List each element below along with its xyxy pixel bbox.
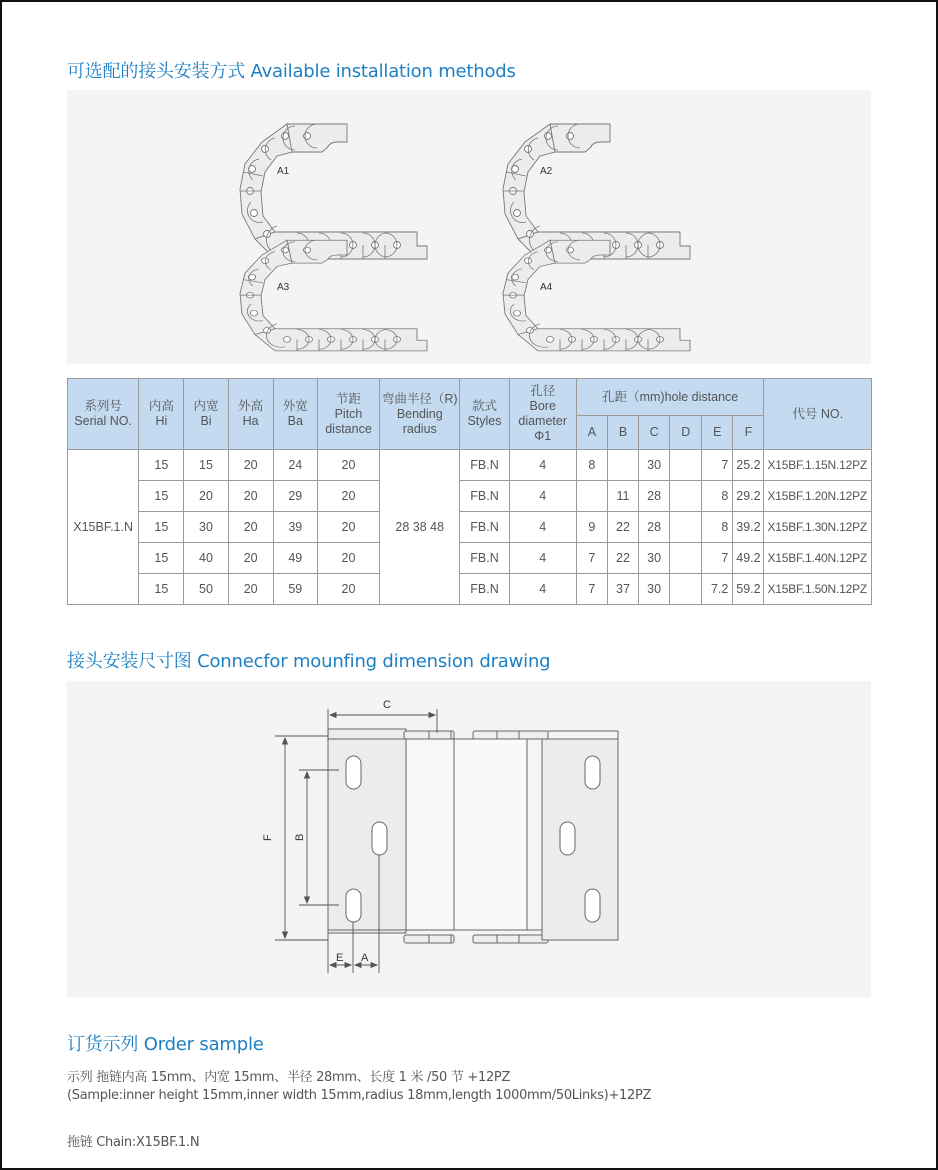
header-ha: 外高 Ha [228, 379, 273, 450]
cell-c: 28 [639, 512, 670, 543]
header-hole-e: E [702, 416, 733, 450]
header-bi: 内宽 Bi [184, 379, 228, 450]
header-serial: 系列号 Serial NO. [68, 379, 139, 450]
installation-methods-title: 可选配的接头安装方式 Available installation methods [67, 61, 516, 82]
cell-c: 30 [639, 450, 670, 481]
cell-b: 37 [607, 574, 638, 605]
cell-c: 28 [639, 481, 670, 512]
cell-f: 29.2 [733, 481, 764, 512]
cell-f: 25.2 [733, 450, 764, 481]
header-hole-f: F [733, 416, 764, 450]
chain-diagrams-svg [67, 90, 871, 364]
header-ba: 外宽 Ba [273, 379, 317, 450]
cell-ba: 49 [273, 543, 317, 574]
installation-diagrams-panel [67, 90, 871, 364]
cell-bore: 4 [509, 543, 576, 574]
table-row [68, 481, 872, 512]
label-a1: A1 [277, 166, 290, 177]
cell-style: FB.N [460, 450, 509, 481]
table-row [68, 450, 872, 481]
cell-f: 49.2 [733, 543, 764, 574]
order-sample-line-en: (Sample:inner height 15mm,inner width 15mm,radius 18mm,length 1000mm/50Links)+12PZ [67, 1088, 652, 1103]
order-sample-chain: 拖链 Chain:X15BF.1.N [67, 1135, 200, 1150]
cell-b: 11 [607, 481, 638, 512]
cell-bi: 40 [184, 543, 228, 574]
table-row [68, 543, 872, 574]
cell-d [670, 574, 702, 605]
cell-a: 9 [576, 512, 607, 543]
label-a3: A3 [277, 282, 290, 293]
cell-bi: 30 [184, 512, 228, 543]
cell-hi: 15 [139, 543, 184, 574]
cell-pitch: 20 [317, 450, 379, 481]
cell-b [607, 450, 638, 481]
cell-code: X15BF.1.40N.12PZ [764, 543, 872, 574]
serial-cell: X15BF.1.N [68, 450, 139, 605]
cell-bi: 50 [184, 574, 228, 605]
cell-f: 39.2 [733, 512, 764, 543]
cell-style: FB.N [460, 543, 509, 574]
table-row [68, 574, 872, 605]
cell-ha: 20 [228, 512, 273, 543]
diagram-a2 [503, 124, 690, 259]
cell-pitch: 20 [317, 574, 379, 605]
table-row [68, 512, 872, 543]
dim-label-a: A [361, 952, 369, 964]
cell-bore: 4 [509, 512, 576, 543]
cell-ha: 20 [228, 574, 273, 605]
cell-e: 7 [702, 543, 733, 574]
cell-ba: 59 [273, 574, 317, 605]
cell-bi: 15 [184, 450, 228, 481]
cell-a: 7 [576, 543, 607, 574]
diagram-a1 [240, 124, 427, 259]
dim-label-e: E [336, 952, 344, 964]
cell-c: 30 [639, 574, 670, 605]
cell-bore: 4 [509, 481, 576, 512]
cell-b: 22 [607, 512, 638, 543]
dimension-drawing-title: 接头安装尺寸图 Connecfor mounfing dimension drawing [67, 651, 551, 672]
header-pitch: 节距 Pitch distance [317, 379, 379, 450]
cell-pitch: 20 [317, 481, 379, 512]
header-hole-a: A [576, 416, 607, 450]
dimension-drawing-svg [67, 681, 871, 997]
cell-hi: 15 [139, 450, 184, 481]
cell-b: 22 [607, 543, 638, 574]
cell-pitch: 20 [317, 543, 379, 574]
cell-ba: 39 [273, 512, 317, 543]
cell-code: X15BF.1.20N.12PZ [764, 481, 872, 512]
order-sample-title: 订货示列 Order sample [67, 1034, 264, 1055]
dim-label-c: C [383, 699, 391, 711]
cell-style: FB.N [460, 512, 509, 543]
label-a4: A4 [540, 282, 553, 293]
cell-e: 7.2 [702, 574, 733, 605]
cell-pitch: 20 [317, 512, 379, 543]
header-hole-c: C [639, 416, 670, 450]
dim-label-b: B [294, 833, 306, 841]
header-hi: 内高 Hi [139, 379, 184, 450]
cell-d [670, 481, 702, 512]
cell-a: 7 [576, 574, 607, 605]
header-code: 代号 NO. [764, 379, 872, 450]
spec-table [67, 378, 872, 605]
dim-label-f: F [262, 834, 274, 841]
cell-code: X15BF.1.50N.12PZ [764, 574, 872, 605]
cell-code: X15BF.1.15N.12PZ [764, 450, 872, 481]
cell-e: 7 [702, 450, 733, 481]
cell-f: 59.2 [733, 574, 764, 605]
cell-e: 8 [702, 512, 733, 543]
cell-ha: 20 [228, 450, 273, 481]
cell-a [576, 481, 607, 512]
cell-hi: 15 [139, 574, 184, 605]
cell-d [670, 450, 702, 481]
header-hole-b: B [607, 416, 638, 450]
cell-ba: 24 [273, 450, 317, 481]
cell-style: FB.N [460, 574, 509, 605]
cell-hi: 15 [139, 512, 184, 543]
label-a2: A2 [540, 166, 553, 177]
cell-d [670, 512, 702, 543]
cell-code: X15BF.1.30N.12PZ [764, 512, 872, 543]
cell-ba: 29 [273, 481, 317, 512]
cell-ha: 20 [228, 543, 273, 574]
order-sample-line-cn: 示列 拖链内高 15mm、内宽 15mm、半径 28mm、长度 1 米 /50 节 +12PZ [67, 1070, 511, 1085]
header-styles: 款式 Styles [460, 379, 509, 450]
cell-c: 30 [639, 543, 670, 574]
cell-d [670, 543, 702, 574]
header-bending-radius: 弯曲半径（R) Bending radius [380, 379, 460, 450]
cell-bore: 4 [509, 450, 576, 481]
cell-style: FB.N [460, 481, 509, 512]
cell-ha: 20 [228, 481, 273, 512]
bending-radius-cell: 28 38 48 [380, 450, 460, 605]
cell-bi: 20 [184, 481, 228, 512]
header-hole-distance: 孔距（mm)hole distance [576, 379, 764, 416]
header-hole-d: D [670, 416, 702, 450]
header-bore: 孔径 Bore diameter Φ1 [509, 379, 576, 450]
cell-bore: 4 [509, 574, 576, 605]
cell-e: 8 [702, 481, 733, 512]
dimension-drawing-panel [67, 681, 871, 997]
cell-a: 8 [576, 450, 607, 481]
cell-hi: 15 [139, 481, 184, 512]
